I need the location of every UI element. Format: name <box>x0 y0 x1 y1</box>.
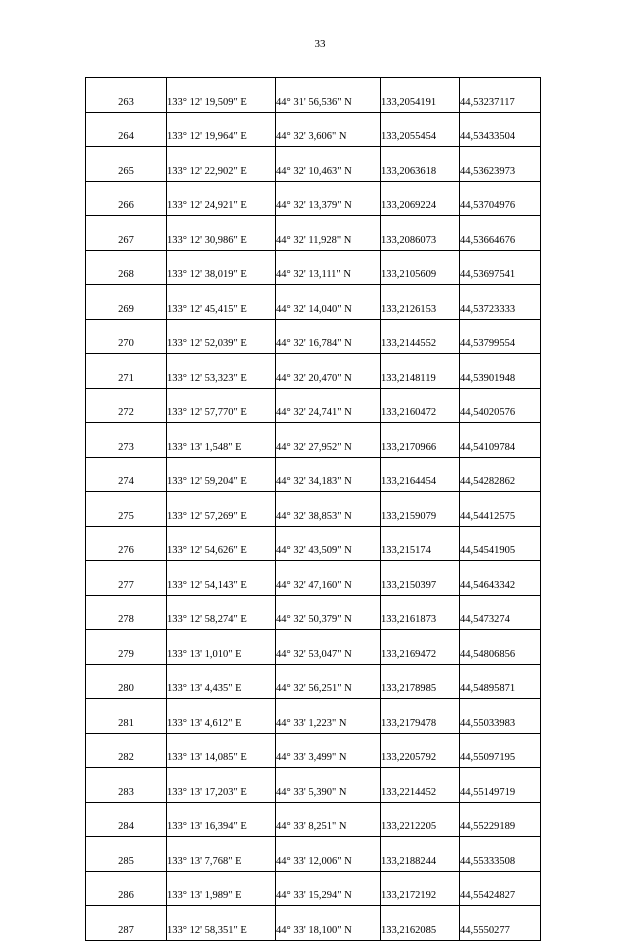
point-number-cell: 286 <box>86 871 167 906</box>
point-number-cell: 264 <box>86 112 167 147</box>
latitude-dms-cell: 44° 32' 43,509" N <box>276 526 381 561</box>
latitude-dms-cell: 44° 32' 13,379" N <box>276 181 381 216</box>
coordinates-table-body <box>86 78 541 941</box>
table-row <box>86 526 541 561</box>
point-number-cell: 275 <box>86 492 167 527</box>
point-number-cell: 278 <box>86 595 167 630</box>
longitude-dms-cell: 133° 12' 52,039" E <box>167 319 276 354</box>
latitude-decimal-cell: 44,53237117 <box>460 78 541 113</box>
longitude-dms-cell: 133° 12' 54,143" E <box>167 561 276 596</box>
longitude-dms-cell: 133° 12' 30,986" E <box>167 216 276 251</box>
longitude-decimal-cell: 133,2164454 <box>381 457 460 492</box>
longitude-dms-cell: 133° 12' 45,415" E <box>167 285 276 320</box>
longitude-decimal-cell: 133,2188244 <box>381 837 460 872</box>
point-number-cell: 265 <box>86 147 167 182</box>
latitude-decimal-cell: 44,54806856 <box>460 630 541 665</box>
table-row <box>86 147 541 182</box>
latitude-dms-cell: 44° 32' 13,111" N <box>276 250 381 285</box>
point-number-cell: 269 <box>86 285 167 320</box>
longitude-dms-cell: 133° 12' 24,921" E <box>167 181 276 216</box>
table-row <box>86 595 541 630</box>
longitude-dms-cell: 133° 13' 7,768" E <box>167 837 276 872</box>
latitude-dms-cell: 44° 33' 12,006" N <box>276 837 381 872</box>
latitude-dms-cell: 44° 32' 11,928" N <box>276 216 381 251</box>
table-row <box>86 699 541 734</box>
point-number-cell: 279 <box>86 630 167 665</box>
longitude-decimal-cell: 133,2162085 <box>381 906 460 941</box>
longitude-dms-cell: 133° 13' 4,435" E <box>167 664 276 699</box>
point-number-cell: 272 <box>86 388 167 423</box>
longitude-decimal-cell: 133,2205792 <box>381 733 460 768</box>
latitude-dms-cell: 44° 32' 3,606" N <box>276 112 381 147</box>
longitude-dms-cell: 133° 13' 14,085" E <box>167 733 276 768</box>
table-row <box>86 78 541 113</box>
point-number-cell: 273 <box>86 423 167 458</box>
latitude-dms-cell: 44° 33' 18,100" N <box>276 906 381 941</box>
table-row <box>86 250 541 285</box>
latitude-decimal-cell: 44,55097195 <box>460 733 541 768</box>
point-number-cell: 284 <box>86 802 167 837</box>
longitude-dms-cell: 133° 12' 59,204" E <box>167 457 276 492</box>
point-number-cell: 271 <box>86 354 167 389</box>
longitude-dms-cell: 133° 13' 16,394" E <box>167 802 276 837</box>
latitude-dms-cell: 44° 32' 50,379" N <box>276 595 381 630</box>
latitude-dms-cell: 44° 33' 8,251" N <box>276 802 381 837</box>
latitude-decimal-cell: 44,54541905 <box>460 526 541 561</box>
latitude-dms-cell: 44° 32' 24,741" N <box>276 388 381 423</box>
point-number-cell: 267 <box>86 216 167 251</box>
latitude-decimal-cell: 44,55149719 <box>460 768 541 803</box>
latitude-dms-cell: 44° 32' 14,040" N <box>276 285 381 320</box>
longitude-dms-cell: 133° 12' 53,323" E <box>167 354 276 389</box>
table-row <box>86 630 541 665</box>
longitude-decimal-cell: 133,2159079 <box>381 492 460 527</box>
table-row <box>86 733 541 768</box>
latitude-decimal-cell: 44,55229189 <box>460 802 541 837</box>
latitude-decimal-cell: 44,54643342 <box>460 561 541 596</box>
latitude-dms-cell: 44° 32' 27,952" N <box>276 423 381 458</box>
table-row <box>86 457 541 492</box>
point-number-cell: 263 <box>86 78 167 113</box>
latitude-decimal-cell: 44,54282862 <box>460 457 541 492</box>
point-number-cell: 287 <box>86 906 167 941</box>
longitude-decimal-cell: 133,2126153 <box>381 285 460 320</box>
longitude-decimal-cell: 133,215174 <box>381 526 460 561</box>
longitude-decimal-cell: 133,2160472 <box>381 388 460 423</box>
longitude-decimal-cell: 133,2178985 <box>381 664 460 699</box>
longitude-decimal-cell: 133,2148119 <box>381 354 460 389</box>
table-row <box>86 664 541 699</box>
latitude-decimal-cell: 44,55424827 <box>460 871 541 906</box>
latitude-decimal-cell: 44,53623973 <box>460 147 541 182</box>
latitude-decimal-cell: 44,54412575 <box>460 492 541 527</box>
table-row <box>86 871 541 906</box>
latitude-decimal-cell: 44,53901948 <box>460 354 541 389</box>
table-row <box>86 837 541 872</box>
point-number-cell: 283 <box>86 768 167 803</box>
longitude-dms-cell: 133° 12' 38,019" E <box>167 250 276 285</box>
latitude-decimal-cell: 44,55333508 <box>460 837 541 872</box>
point-number-cell: 276 <box>86 526 167 561</box>
longitude-dms-cell: 133° 12' 58,274" E <box>167 595 276 630</box>
longitude-decimal-cell: 133,2144552 <box>381 319 460 354</box>
point-number-cell: 281 <box>86 699 167 734</box>
point-number-cell: 277 <box>86 561 167 596</box>
point-number-cell: 274 <box>86 457 167 492</box>
longitude-dms-cell: 133° 12' 57,269" E <box>167 492 276 527</box>
latitude-decimal-cell: 44,53799554 <box>460 319 541 354</box>
latitude-dms-cell: 44° 33' 5,390" N <box>276 768 381 803</box>
longitude-dms-cell: 133° 12' 22,902" E <box>167 147 276 182</box>
latitude-decimal-cell: 44,55033983 <box>460 699 541 734</box>
latitude-dms-cell: 44° 32' 53,047" N <box>276 630 381 665</box>
latitude-dms-cell: 44° 32' 16,784" N <box>276 319 381 354</box>
longitude-dms-cell: 133° 13' 17,203" E <box>167 768 276 803</box>
longitude-dms-cell: 133° 13' 4,612" E <box>167 699 276 734</box>
longitude-decimal-cell: 133,2169472 <box>381 630 460 665</box>
latitude-dms-cell: 44° 33' 15,294" N <box>276 871 381 906</box>
longitude-dms-cell: 133° 12' 19,509" E <box>167 78 276 113</box>
latitude-decimal-cell: 44,54020576 <box>460 388 541 423</box>
longitude-dms-cell: 133° 13' 1,989" E <box>167 871 276 906</box>
point-number-cell: 270 <box>86 319 167 354</box>
longitude-dms-cell: 133° 12' 54,626" E <box>167 526 276 561</box>
latitude-decimal-cell: 44,53723333 <box>460 285 541 320</box>
table-row <box>86 354 541 389</box>
table-row <box>86 906 541 941</box>
latitude-decimal-cell: 44,53433504 <box>460 112 541 147</box>
point-number-cell: 268 <box>86 250 167 285</box>
latitude-decimal-cell: 44,53697541 <box>460 250 541 285</box>
longitude-dms-cell: 133° 12' 58,351" E <box>167 906 276 941</box>
longitude-dms-cell: 133° 13' 1,548" E <box>167 423 276 458</box>
latitude-dms-cell: 44° 32' 10,463" N <box>276 147 381 182</box>
table-row <box>86 423 541 458</box>
latitude-dms-cell: 44° 33' 1,223" N <box>276 699 381 734</box>
latitude-dms-cell: 44° 31' 56,536" N <box>276 78 381 113</box>
point-number-cell: 280 <box>86 664 167 699</box>
table-row <box>86 768 541 803</box>
longitude-decimal-cell: 133,2212205 <box>381 802 460 837</box>
longitude-decimal-cell: 133,2069224 <box>381 181 460 216</box>
longitude-decimal-cell: 133,2054191 <box>381 78 460 113</box>
latitude-decimal-cell: 44,54109784 <box>460 423 541 458</box>
longitude-decimal-cell: 133,2105609 <box>381 250 460 285</box>
latitude-decimal-cell: 44,53664676 <box>460 216 541 251</box>
longitude-dms-cell: 133° 12' 19,964" E <box>167 112 276 147</box>
latitude-decimal-cell: 44,54895871 <box>460 664 541 699</box>
latitude-dms-cell: 44° 33' 3,499" N <box>276 733 381 768</box>
longitude-decimal-cell: 133,2150397 <box>381 561 460 596</box>
point-number-cell: 266 <box>86 181 167 216</box>
table-row <box>86 802 541 837</box>
table-row <box>86 216 541 251</box>
table-row <box>86 319 541 354</box>
latitude-dms-cell: 44° 32' 34,183" N <box>276 457 381 492</box>
page-number: 33 <box>314 38 326 50</box>
latitude-decimal-cell: 44,5550277 <box>460 906 541 941</box>
table-row <box>86 561 541 596</box>
latitude-decimal-cell: 44,53704976 <box>460 181 541 216</box>
point-number-cell: 282 <box>86 733 167 768</box>
longitude-decimal-cell: 133,2179478 <box>381 699 460 734</box>
latitude-dms-cell: 44° 32' 56,251" N <box>276 664 381 699</box>
table-row <box>86 388 541 423</box>
table-row <box>86 285 541 320</box>
table-row <box>86 492 541 527</box>
longitude-decimal-cell: 133,2170966 <box>381 423 460 458</box>
longitude-dms-cell: 133° 13' 1,010" E <box>167 630 276 665</box>
point-number-cell: 285 <box>86 837 167 872</box>
latitude-dms-cell: 44° 32' 47,160" N <box>276 561 381 596</box>
coordinates-table <box>85 77 541 941</box>
longitude-decimal-cell: 133,2161873 <box>381 595 460 630</box>
latitude-dms-cell: 44° 32' 38,853" N <box>276 492 381 527</box>
table-row <box>86 112 541 147</box>
latitude-dms-cell: 44° 32' 20,470" N <box>276 354 381 389</box>
longitude-decimal-cell: 133,2055454 <box>381 112 460 147</box>
longitude-dms-cell: 133° 12' 57,770" E <box>167 388 276 423</box>
longitude-decimal-cell: 133,2172192 <box>381 871 460 906</box>
longitude-decimal-cell: 133,2063618 <box>381 147 460 182</box>
latitude-decimal-cell: 44,5473274 <box>460 595 541 630</box>
longitude-decimal-cell: 133,2214452 <box>381 768 460 803</box>
table-row <box>86 181 541 216</box>
longitude-decimal-cell: 133,2086073 <box>381 216 460 251</box>
